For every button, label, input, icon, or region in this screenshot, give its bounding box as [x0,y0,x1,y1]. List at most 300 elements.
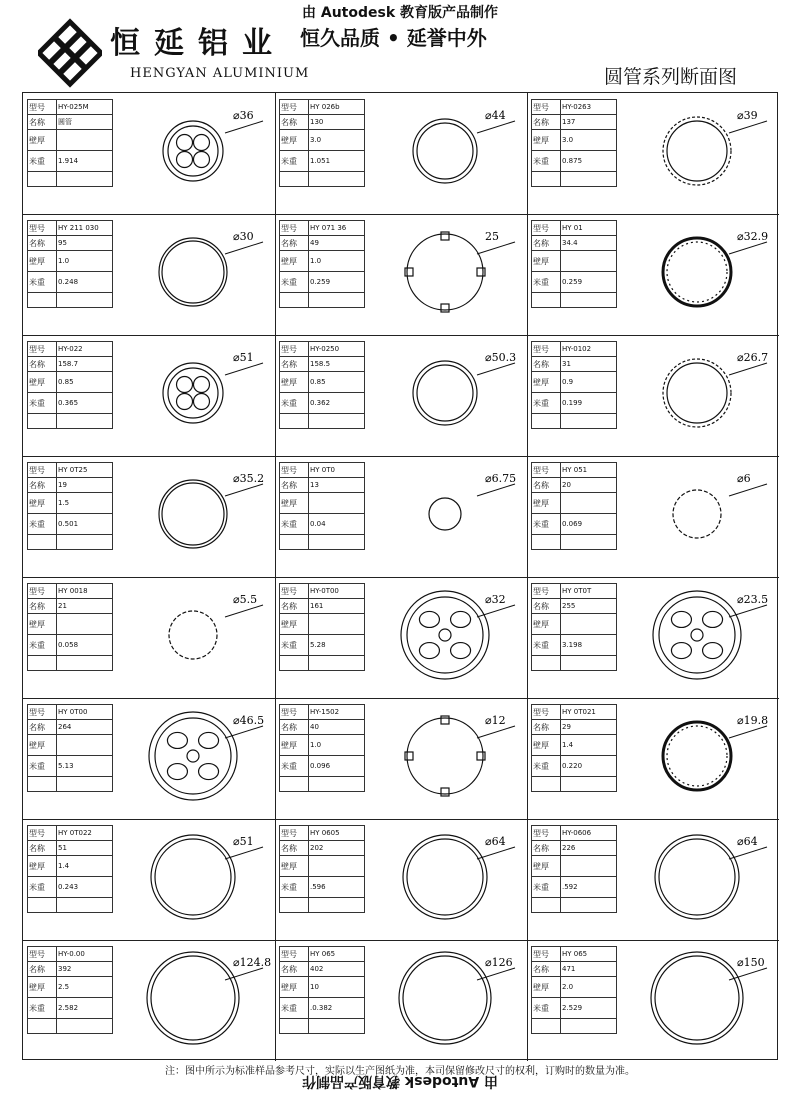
spec-table [279,220,365,308]
spec-label: 型号 [532,221,561,236]
profile-drawing [115,214,275,334]
profile-drawing [115,698,275,818]
spec-label: 型号 [532,705,561,720]
spec-table [27,825,113,913]
spec-value: 264 [57,720,113,735]
spec-label: 名称 [532,357,561,372]
spec-table [27,704,113,792]
profile-drawing [619,335,779,455]
spec-value: .0.382 [309,998,365,1019]
spec-value: 49 [309,236,365,251]
spec-table [531,341,617,429]
spec-label: 型号 [532,826,561,841]
spec-label: 壁厚 [28,614,57,635]
spec-value: HY-0250 [309,342,365,357]
dimension-leader [225,605,263,617]
profile-drawing [115,577,275,697]
spec-value: 19 [57,478,113,493]
dimension-label: ⌀64 [485,835,506,848]
spec-label: 型号 [28,584,57,599]
spec-label: 壁厚 [532,372,561,393]
spec-label: 壁厚 [280,856,309,877]
profile-drawing [367,456,527,576]
spec-value: 226 [561,841,617,856]
spec-value: HY 01 [561,221,617,236]
profile-card [527,214,779,335]
spec-label: 型号 [280,584,309,599]
profile-drawing [115,819,275,939]
spec-label: 壁厚 [280,735,309,756]
spec-label: 型号 [532,584,561,599]
company-name-en: HENGYAN ALUMINIUM [130,66,310,81]
spec-label: 壁厚 [280,977,309,998]
spec-table [27,583,113,671]
spec-value: 2.0 [561,977,617,998]
dimension-label: ⌀35.2 [233,472,265,485]
spec-label: 壁厚 [280,130,309,151]
profile-drawing [619,577,779,697]
spec-value: 1.0 [309,251,365,272]
profile-drawing [115,940,275,1060]
spec-value: 0.85 [57,372,113,393]
watermark-bottom: 由 Autodesk 教育版产品制作 [301,1073,499,1089]
profile-section-drawing [655,835,739,919]
spec-table [27,462,113,550]
spec-label: 型号 [28,705,57,720]
dimension-leader [477,484,515,496]
profile-drawing [367,698,527,818]
dimension-label: ⌀30 [233,230,254,243]
spec-label: 名称 [280,599,309,614]
dimension-leader [225,726,263,738]
spec-label: 型号 [280,100,309,115]
dimension-label: ⌀5.5 [233,593,258,606]
dimension-leader [477,121,515,133]
spec-value: HY-0T00 [309,584,365,599]
profile-card [527,698,779,819]
spec-label: 型号 [28,463,57,478]
spec-table [279,341,365,429]
spec-label: 壁厚 [532,856,561,877]
spec-value: HY-0606 [561,826,617,841]
profile-section-drawing [405,716,485,796]
spec-value: HY 071 36 [309,221,365,236]
profile-card [527,93,779,214]
spec-value: 40 [309,720,365,735]
profile-section-drawing [149,712,237,800]
dimension-label: ⌀36 [233,109,254,122]
profile-catalog-grid [22,92,778,1060]
profile-section-drawing [159,480,227,548]
spec-label: 壁厚 [532,251,561,272]
profile-card [275,456,527,577]
spec-label: 名称 [280,357,309,372]
spec-value: 0.248 [57,272,113,293]
spec-value: 5.13 [57,756,113,777]
spec-table [531,946,617,1034]
dimension-label: ⌀51 [233,835,254,848]
spec-label: 型号 [280,947,309,962]
spec-label: 名称 [280,115,309,130]
spec-label: 米重 [28,393,57,414]
spec-label: 米重 [280,756,309,777]
profile-drawing [115,93,275,213]
spec-table [531,704,617,792]
spec-label: 壁厚 [532,130,561,151]
spec-label: 型号 [28,100,57,115]
dimension-leader [477,726,515,738]
spec-value: 0.096 [309,756,365,777]
dimension-label: ⌀39 [737,109,758,122]
spec-label: 名称 [280,236,309,251]
profile-drawing [619,456,779,576]
profile-section-drawing [163,363,223,423]
profile-card [23,940,275,1061]
spec-label: 壁厚 [28,372,57,393]
spec-label: 名称 [28,720,57,735]
profile-card [23,698,275,819]
spec-value [561,251,617,272]
spec-label: 米重 [532,756,561,777]
profile-drawing [619,819,779,939]
dimension-label: ⌀124.8 [233,956,272,969]
spec-label: 米重 [532,635,561,656]
spec-value: 95 [57,236,113,251]
dimension-leader [477,242,515,254]
spec-label: 壁厚 [280,251,309,272]
spec-table [279,583,365,671]
profile-card [23,456,275,577]
profile-drawing [115,456,275,576]
profile-card [23,577,275,698]
spec-label: 名称 [280,841,309,856]
spec-value: 202 [309,841,365,856]
spec-value [57,614,113,635]
dimension-leader [477,968,515,980]
profile-section-drawing [413,361,477,425]
spec-table [279,462,365,550]
profile-card [275,335,527,456]
spec-label: 米重 [532,514,561,535]
profile-section-drawing [413,119,477,183]
spec-label: 米重 [280,393,309,414]
spec-label: 米重 [280,151,309,172]
spec-value: HY 0T021 [561,705,617,720]
dimension-label: ⌀6 [737,472,751,485]
spec-value: 0.243 [57,877,113,898]
spec-label: 壁厚 [28,251,57,272]
dimension-label: ⌀46.5 [233,714,265,727]
profile-section-drawing [169,611,217,659]
spec-value: 13 [309,478,365,493]
spec-label: 米重 [280,877,309,898]
spec-value: HY 0T0T [561,584,617,599]
spec-value: 392 [57,962,113,977]
profile-section-drawing [399,952,491,1044]
spec-table [27,946,113,1034]
spec-label: 壁厚 [28,130,57,151]
profile-section-drawing [663,117,731,185]
watermark-top: 由 Autodesk 教育版产品制作 [301,5,499,21]
spec-value: .592 [561,877,617,898]
spec-value: 3.0 [309,130,365,151]
spec-label: 型号 [532,947,561,962]
dimension-label: ⌀19.8 [737,714,769,727]
profile-section-drawing [673,490,721,538]
dimension-label: ⌀126 [485,956,513,969]
spec-value: 2.5 [57,977,113,998]
company-name: 恒延铝业 [110,26,286,61]
dimension-leader [729,121,767,133]
spec-value [561,493,617,514]
profile-drawing [619,940,779,1060]
spec-value: 0.362 [309,393,365,414]
spec-label: 名称 [532,478,561,493]
spec-label: 米重 [28,998,57,1019]
spec-value: 255 [561,599,617,614]
profile-card [23,819,275,940]
spec-value: HY-1502 [309,705,365,720]
spec-label: 米重 [280,998,309,1019]
dimension-leader [729,605,767,617]
profile-section-drawing [147,952,239,1044]
spec-value: HY 051 [561,463,617,478]
profile-section-drawing [653,591,741,679]
spec-table [531,825,617,913]
spec-label: 名称 [280,478,309,493]
spec-value: 0.259 [561,272,617,293]
spec-label: 型号 [280,342,309,357]
spec-value: 31 [561,357,617,372]
spec-value: 130 [309,115,365,130]
dimension-leader [729,847,767,859]
spec-value: 0.04 [309,514,365,535]
spec-label: 名称 [532,720,561,735]
spec-value: 0.069 [561,514,617,535]
spec-value: HY-0.00 [57,947,113,962]
spec-value: HY 0T0 [309,463,365,478]
spec-table [531,583,617,671]
spec-label: 壁厚 [532,977,561,998]
profile-section-drawing [429,498,461,530]
profile-section-drawing [403,835,487,919]
spec-value: 34.4 [561,236,617,251]
spec-value: 3.198 [561,635,617,656]
spec-value: 1.4 [561,735,617,756]
dimension-label: ⌀26.7 [737,351,769,364]
spec-label: 名称 [532,962,561,977]
spec-value: 402 [309,962,365,977]
dimension-label: ⌀32.9 [737,230,769,243]
spec-value: HY 0T022 [57,826,113,841]
spec-label: 型号 [280,826,309,841]
spec-label: 名称 [28,478,57,493]
spec-label: 壁厚 [280,372,309,393]
spec-label: 壁厚 [28,977,57,998]
profile-section-drawing [159,238,227,306]
dimension-leader [225,968,263,980]
spec-table [279,946,365,1034]
spec-value: 0.199 [561,393,617,414]
spec-label: 型号 [532,100,561,115]
dimension-leader [477,605,515,617]
spec-value: 1.0 [309,735,365,756]
spec-label: 米重 [28,151,57,172]
profile-drawing [619,93,779,213]
spec-label: 名称 [28,115,57,130]
profile-drawing [367,577,527,697]
spec-value: 137 [561,115,617,130]
spec-label: 米重 [28,272,57,293]
profile-section-drawing [663,359,731,427]
spec-value: 158.7 [57,357,113,372]
spec-label: 型号 [532,342,561,357]
dimension-label: ⌀6.75 [485,472,517,485]
profile-drawing [367,214,527,334]
spec-value: 0.9 [561,372,617,393]
spec-value: HY 211 030 [57,221,113,236]
spec-label: 壁厚 [28,493,57,514]
spec-table [27,220,113,308]
spec-value: HY 026b [309,100,365,115]
dimension-leader [729,242,767,254]
dimension-leader [225,847,263,859]
spec-label: 米重 [280,272,309,293]
profile-drawing [367,335,527,455]
spec-value: HY 0T25 [57,463,113,478]
spec-label: 型号 [532,463,561,478]
spec-value: 161 [309,599,365,614]
dimension-label: ⌀32 [485,593,506,606]
dimension-label: ⌀50.3 [485,351,517,364]
dimension-label: ⌀51 [233,351,254,364]
spec-value: 1.051 [309,151,365,172]
spec-value: HY 065 [309,947,365,962]
dimension-label: ⌀12 [485,714,506,727]
spec-label: 名称 [280,720,309,735]
spec-label: 名称 [532,841,561,856]
dimension-label: ⌀64 [737,835,758,848]
spec-label: 名称 [532,236,561,251]
profile-card [275,698,527,819]
spec-label: 米重 [532,998,561,1019]
spec-value: 2.529 [561,998,617,1019]
spec-label: 壁厚 [28,856,57,877]
dimension-label: ⌀44 [485,109,506,122]
spec-value: 0.259 [309,272,365,293]
spec-label: 壁厚 [280,614,309,635]
spec-value: 0.85 [309,372,365,393]
spec-value: 1.5 [57,493,113,514]
profile-card [275,940,527,1061]
profile-drawing [619,214,779,334]
profile-drawing [367,940,527,1060]
profile-drawing [367,93,527,213]
profile-section-drawing [651,952,743,1044]
spec-label: 型号 [28,221,57,236]
spec-label: 壁厚 [280,493,309,514]
spec-label: 型号 [28,947,57,962]
profile-card [275,93,527,214]
spec-label: 米重 [280,635,309,656]
dimension-leader [225,242,263,254]
spec-label: 名称 [28,236,57,251]
spec-value: 1.0 [57,251,113,272]
spec-table [27,341,113,429]
spec-value: HY 0605 [309,826,365,841]
spec-value: 0.220 [561,756,617,777]
spec-value: 5.28 [309,635,365,656]
profile-card [527,577,779,698]
dimension-leader [225,121,263,133]
spec-value: 20 [561,478,617,493]
spec-value: HY 0T00 [57,705,113,720]
spec-value: 2.582 [57,998,113,1019]
spec-label: 型号 [280,463,309,478]
spec-label: 名称 [28,841,57,856]
spec-label: 名称 [532,115,561,130]
spec-label: 米重 [532,393,561,414]
dimension-leader [729,363,767,375]
spec-label: 米重 [28,877,57,898]
profile-drawing [115,335,275,455]
spec-label: 型号 [28,826,57,841]
spec-value [57,735,113,756]
spec-value: 10 [309,977,365,998]
profile-section-drawing [663,722,731,790]
dimension-leader [225,363,263,375]
spec-label: 名称 [28,599,57,614]
spec-label: 米重 [532,151,561,172]
spec-value: 0.875 [561,151,617,172]
spec-label: 名称 [28,962,57,977]
profile-card [275,819,527,940]
spec-value: 21 [57,599,113,614]
profile-card [275,577,527,698]
spec-label: 米重 [280,514,309,535]
spec-value [309,614,365,635]
spec-value: HY 0018 [57,584,113,599]
spec-value [309,493,365,514]
profile-card [527,819,779,940]
profile-card [23,214,275,335]
spec-table [279,825,365,913]
hengyan-logo [38,18,102,88]
profile-card [23,335,275,456]
spec-value: 51 [57,841,113,856]
spec-value: 3.0 [561,130,617,151]
profile-section-drawing [163,121,223,181]
spec-table [531,462,617,550]
dimension-label: ⌀23.5 [737,593,769,606]
profile-drawing [619,698,779,818]
spec-label: 型号 [28,342,57,357]
spec-label: 米重 [532,272,561,293]
profile-card [527,940,779,1061]
spec-label: 壁厚 [532,614,561,635]
spec-value: 471 [561,962,617,977]
spec-value: .596 [309,877,365,898]
spec-value: HY-0263 [561,100,617,115]
dimension-leader [225,484,263,496]
spec-label: 壁厚 [532,493,561,514]
spec-value: 0.058 [57,635,113,656]
spec-label: 型号 [280,705,309,720]
spec-value: HY-025M [57,100,113,115]
profile-card [275,214,527,335]
spec-value [561,856,617,877]
spec-value: 1.4 [57,856,113,877]
